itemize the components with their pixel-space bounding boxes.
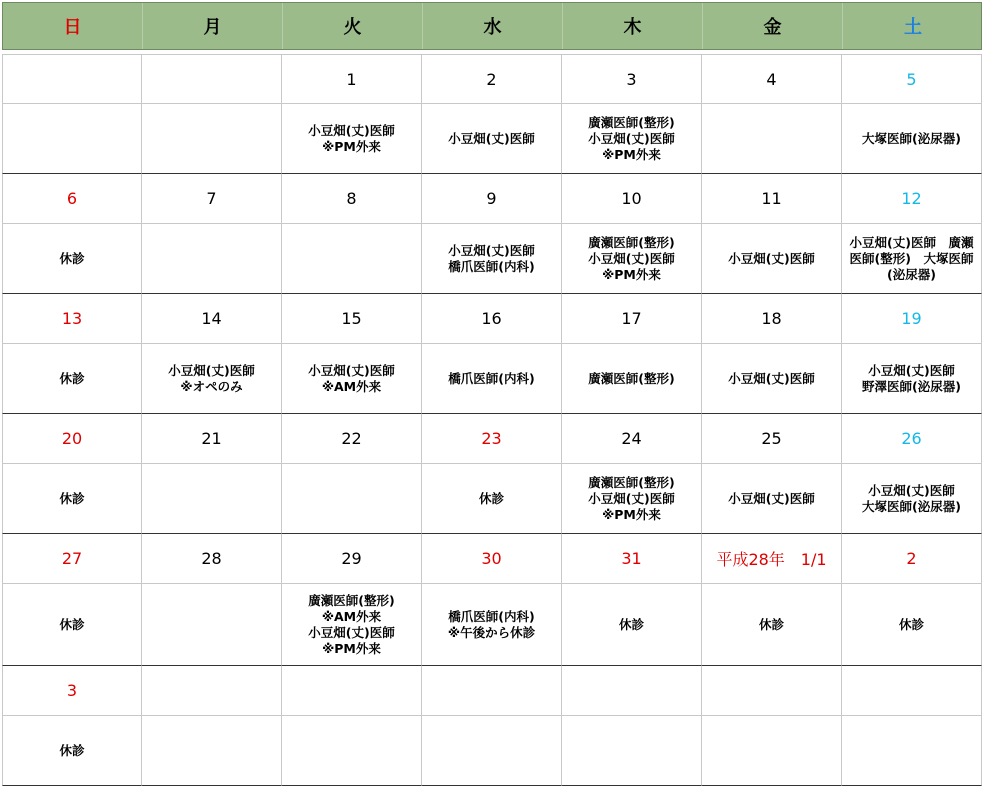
schedule-cell: [422, 584, 562, 666]
date-cell: 21: [142, 414, 282, 464]
schedule-cell: [702, 716, 842, 786]
date-cell: 29: [282, 534, 422, 584]
date-cell: 18: [702, 294, 842, 344]
schedule-cell: [422, 716, 562, 786]
weekday-header-tuesday: 火: [283, 3, 423, 49]
date-cell: 2: [422, 54, 562, 104]
date-cell: [842, 666, 982, 716]
schedule-cell: [142, 344, 282, 414]
calendar-grid: [2, 54, 982, 787]
schedule-cell: [842, 464, 982, 534]
schedule-cell: [842, 716, 982, 786]
date-cell: 9: [422, 174, 562, 224]
schedule-cell: [2, 104, 142, 174]
schedule-cell: [702, 104, 842, 174]
schedule-note: 小豆畑(丈)医師: [728, 370, 815, 386]
date-cell: 3: [2, 666, 142, 716]
weekday-header-sunday: 日: [3, 3, 143, 49]
schedule-note: 小豆畑(丈)医師 橋爪医師(内科): [448, 242, 535, 274]
date-cell: 20: [2, 414, 142, 464]
weekday-header-thursday: 木: [563, 3, 703, 49]
schedule-cell: [702, 344, 842, 414]
schedule-cell: [282, 464, 422, 534]
date-cell: [702, 666, 842, 716]
schedule-cell: [422, 104, 562, 174]
date-cell: 14: [142, 294, 282, 344]
date-cell: [422, 666, 562, 716]
date-cell: 12: [842, 174, 982, 224]
schedule-note: 小豆畑(丈)医師: [448, 130, 535, 146]
schedule-note: 小豆畑(丈)医師 ※AM外来: [308, 362, 395, 394]
date-cell: 6: [2, 174, 142, 224]
schedule-cell: [142, 464, 282, 534]
schedule-cell: [142, 584, 282, 666]
weekday-header-friday: 金: [703, 3, 843, 49]
schedule-cell: [142, 104, 282, 174]
date-cell: [282, 666, 422, 716]
schedule-note: 休診: [59, 490, 85, 506]
schedule-cell: [702, 464, 842, 534]
date-cell: 10: [562, 174, 702, 224]
schedule-cell: [702, 224, 842, 294]
date-cell: 24: [562, 414, 702, 464]
date-cell: [562, 666, 702, 716]
date-cell: 11: [702, 174, 842, 224]
schedule-cell: [562, 104, 702, 174]
schedule-cell: [2, 344, 142, 414]
date-cell: 3: [562, 54, 702, 104]
schedule-cell: [702, 584, 842, 666]
schedule-note: 休診: [758, 616, 784, 632]
date-cell: 2: [842, 534, 982, 584]
schedule-cell: [2, 584, 142, 666]
schedule-cell: [422, 224, 562, 294]
date-cell: 25: [702, 414, 842, 464]
schedule-note: 廣瀬医師(整形) 小豆畑(丈)医師 ※PM外来: [588, 234, 675, 282]
schedule-cell: [562, 584, 702, 666]
schedule-note: 小豆畑(丈)医師 大塚医師(泌尿器): [862, 482, 961, 514]
date-cell: 28: [142, 534, 282, 584]
date-cell: 7: [142, 174, 282, 224]
date-cell: 1: [282, 54, 422, 104]
schedule-note: 休診: [478, 490, 504, 506]
schedule-note: 大塚医師(泌尿器): [862, 130, 961, 146]
weekday-header-saturday: 土: [904, 17, 922, 38]
weekday-header: [2, 2, 982, 50]
schedule-cell: [422, 464, 562, 534]
schedule-note: 休診: [618, 616, 644, 632]
schedule-note: 小豆畑(丈)医師 廣瀬医師(整形) 大塚医師(泌尿器): [849, 234, 974, 282]
date-cell: 31: [562, 534, 702, 584]
schedule-note: 橋爪医師(内科): [448, 370, 535, 386]
date-cell: 23: [422, 414, 562, 464]
date-cell: [142, 54, 282, 104]
date-cell: 26: [842, 414, 982, 464]
date-cell: 22: [282, 414, 422, 464]
schedule-note: 小豆畑(丈)医師 ※PM外来: [308, 122, 395, 154]
date-cell: [142, 666, 282, 716]
schedule-cell: [2, 224, 142, 294]
schedule-cell: [422, 344, 562, 414]
schedule-note: 休診: [59, 250, 85, 266]
schedule-cell: [842, 104, 982, 174]
weekday-header-monday: 月: [143, 3, 283, 49]
schedule-cell: [282, 716, 422, 786]
schedule-cell: [562, 716, 702, 786]
date-cell: 19: [842, 294, 982, 344]
date-cell: 27: [2, 534, 142, 584]
schedule-cell: [842, 344, 982, 414]
schedule-cell: [562, 464, 702, 534]
schedule-note: 小豆畑(丈)医師: [728, 490, 815, 506]
date-cell: 平成28年 1/1: [702, 534, 842, 584]
schedule-note: 小豆畑(丈)医師 野澤医師(泌尿器): [862, 362, 961, 394]
schedule-note: 休診: [898, 616, 924, 632]
schedule-cell: [562, 344, 702, 414]
date-cell: 4: [702, 54, 842, 104]
schedule-cell: [282, 584, 422, 666]
date-cell: 30: [422, 534, 562, 584]
schedule-cell: [2, 464, 142, 534]
schedule-cell: [282, 104, 422, 174]
schedule-note: 小豆畑(丈)医師: [728, 250, 815, 266]
date-cell: 16: [422, 294, 562, 344]
schedule-note: 休診: [59, 742, 85, 758]
schedule-note: 休診: [59, 370, 85, 386]
schedule-note: 小豆畑(丈)医師 ※オペのみ: [168, 362, 255, 394]
schedule-cell: [282, 224, 422, 294]
schedule-note: 廣瀬医師(整形) 小豆畑(丈)医師 ※PM外来: [588, 474, 675, 522]
schedule-note: 橋爪医師(内科) ※午後から休診: [447, 608, 536, 640]
schedule-cell: [562, 224, 702, 294]
schedule-note: 廣瀬医師(整形) ※AM外来 小豆畑(丈)医師 ※PM外来: [308, 592, 395, 656]
schedule-cell: [142, 716, 282, 786]
weekday-header-wednesday: 水: [423, 3, 563, 49]
schedule-cell: [842, 224, 982, 294]
date-cell: 17: [562, 294, 702, 344]
schedule-cell: [282, 344, 422, 414]
schedule-cell: [2, 716, 142, 786]
schedule-cell: [142, 224, 282, 294]
date-cell: 15: [282, 294, 422, 344]
schedule-note: 廣瀬医師(整形): [588, 370, 675, 386]
schedule-note: 休診: [59, 616, 85, 632]
date-cell: 13: [2, 294, 142, 344]
schedule-cell: [842, 584, 982, 666]
date-cell: 8: [282, 174, 422, 224]
date-cell: 5: [842, 54, 982, 104]
schedule-note: 廣瀬医師(整形) 小豆畑(丈)医師 ※PM外来: [588, 114, 675, 162]
date-cell: [2, 54, 142, 104]
